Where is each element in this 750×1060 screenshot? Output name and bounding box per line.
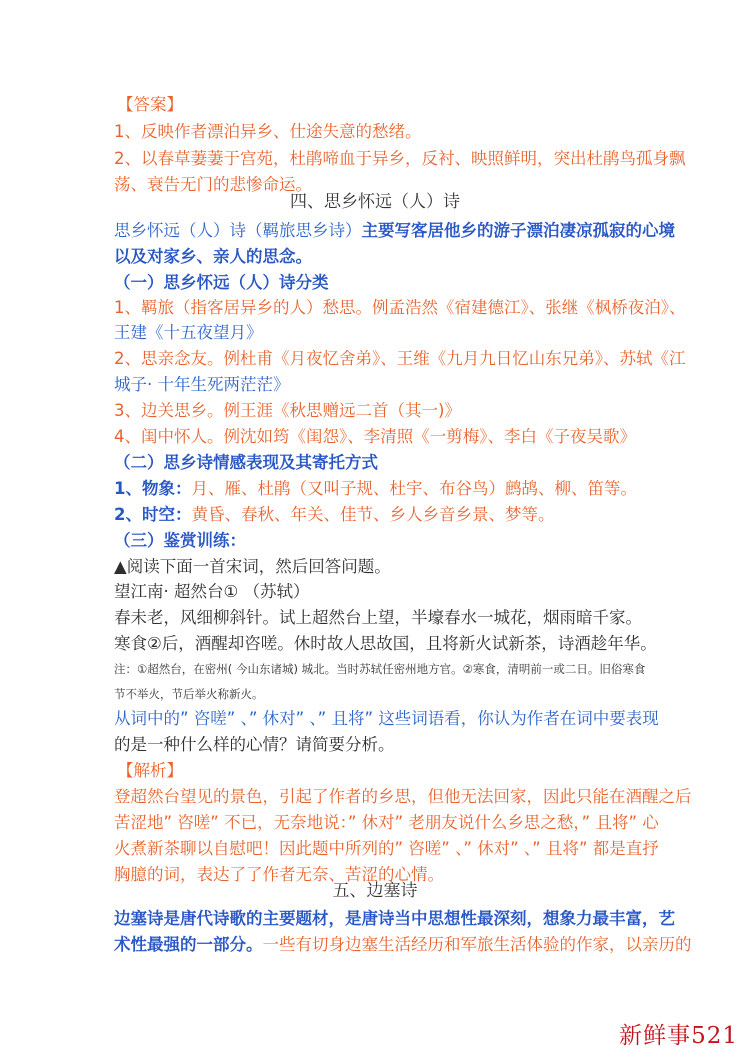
intro-bold: 主要写客居他乡的游子漂泊凄凉孤寂的心境 xyxy=(361,221,675,240)
shikong-line xyxy=(114,504,554,526)
wuxiang-text: 月、雁、杜鹃（又叫子规、杜宇、布谷鸟）鹧鸪、柳、笛等。 xyxy=(191,479,637,498)
note-line-1: 注：①超然台，在密州( 今山东诸城) 城北。当时苏轼任密州地方官。②寒食，清明前一或二日。旧俗寒食 xyxy=(114,662,646,676)
intro-plain: 思乡怀远（人）诗（羁旅思乡诗） xyxy=(114,221,362,240)
subheading-classification: （一）思乡怀远（人）诗分类 xyxy=(114,273,329,292)
question-intro: ▲阅读下面一首宋词，然后回答问题。 xyxy=(114,557,391,576)
poem-line-2: 寒食②后，酒醒却咨嗟。休时故人思故国，且将新火试新茶，诗酒趁年华。 xyxy=(114,634,657,653)
answer-label: 【答案】 xyxy=(117,95,183,114)
section4-title: 四、思乡怀远（人）诗 xyxy=(290,192,460,212)
section5-line-2-bold: 术性最强的一部分。 xyxy=(114,935,263,954)
section5-line-1: 边塞诗是唐代诗歌的主要题材，是唐诗当中思想性最深刻，想象力最丰富，艺 xyxy=(114,909,675,928)
poem-line-1: 春未老，风细柳斜针。试上超然台上望，半壕春水一城花，烟雨暗千家。 xyxy=(114,608,642,627)
section5-title: 五、边塞诗 xyxy=(332,881,418,901)
category-2b: 城子· 十年生死两茫茫》 xyxy=(114,375,290,394)
analysis-line-2: 苦涩地” 咨嗟” 不已，无奈地说：” 休对” 老朋友说什么乡思之愁，” 且将” 心 xyxy=(114,813,659,832)
analysis-line-4: 胸臆的词，表达了了作者无奈、苦涩的心情。 xyxy=(114,865,444,884)
section4-intro-line1 xyxy=(114,220,675,242)
watermark: 新鲜事521 xyxy=(619,1023,738,1049)
category-3: 3、边关思乡。例王涯《秋思赠远二首（其一)》 xyxy=(114,401,461,420)
answer-line-2a: 2、以春草萋萋于宫苑，杜鹃啼血于异乡，反衬、映照鲜明，突出杜鹃鸟孤身飘 xyxy=(114,149,686,168)
wuxiang-line xyxy=(114,478,637,500)
answer-line-1: 1、反映作者漂泊异乡、仕途失意的愁绪。 xyxy=(114,122,422,141)
subheading-emotion: （二）思乡诗情感表现及其寄托方式 xyxy=(114,453,378,472)
question-line-1: 从词中的” 咨嗟” 、” 休对” 、” 且将” 这些词语看，你认为作者在词中要表现 xyxy=(114,709,659,728)
poem-title: 望江南· 超然台① （苏轼） xyxy=(114,582,310,601)
section5-line-2 xyxy=(114,934,692,956)
answer-line-2b: 荡、衰告无门的悲惨命运。 xyxy=(114,175,312,194)
category-2a: 2、思亲念友。例杜甫《月夜忆舍弟》、王维《九月九日忆山东兄弟》、苏轼《江 xyxy=(114,349,686,368)
section4-intro-line2: 以及对家乡、亲人的思念。 xyxy=(114,247,312,266)
category-1b: 王建《十五夜望月》 xyxy=(114,323,263,342)
question-line-2: 的是一种什么样的心情？请简要分析。 xyxy=(114,735,395,754)
shikong-label: 2、时空： xyxy=(114,505,192,524)
analysis-line-1: 登超然台望见的景色，引起了作者的乡思，但他无法回家，因此只能在酒醒之后 xyxy=(114,787,692,806)
section5-line-2-plain: 一些有切身边塞生活经历和军旅生活体验的作家，以亲历的 xyxy=(262,935,692,954)
analysis-label: 【解析】 xyxy=(117,761,183,780)
shikong-text: 黄昏、春秋、年关、佳节、乡人乡音乡景、梦等。 xyxy=(191,505,555,524)
note-line-2: 节不举火，节后举火称新火。 xyxy=(114,687,264,701)
subheading-training: （三）鉴赏训练： xyxy=(114,531,246,550)
category-4: 4、闺中怀人。例沈如筠《闺怨》、李清照《一剪梅》、李白《子夜吴歌》 xyxy=(114,427,636,446)
category-1a: 1、羁旅（指客居异乡的人）愁思。例孟浩然《宿建德江》、张继《枫桥夜泊》、 xyxy=(114,298,686,317)
wuxiang-label: 1、物象： xyxy=(114,479,192,498)
analysis-line-3: 火煮新茶聊以自慰吧！因此题中所列的” 咨嗟” 、” 休对” 、” 且将” 都是直抒 xyxy=(114,839,659,858)
